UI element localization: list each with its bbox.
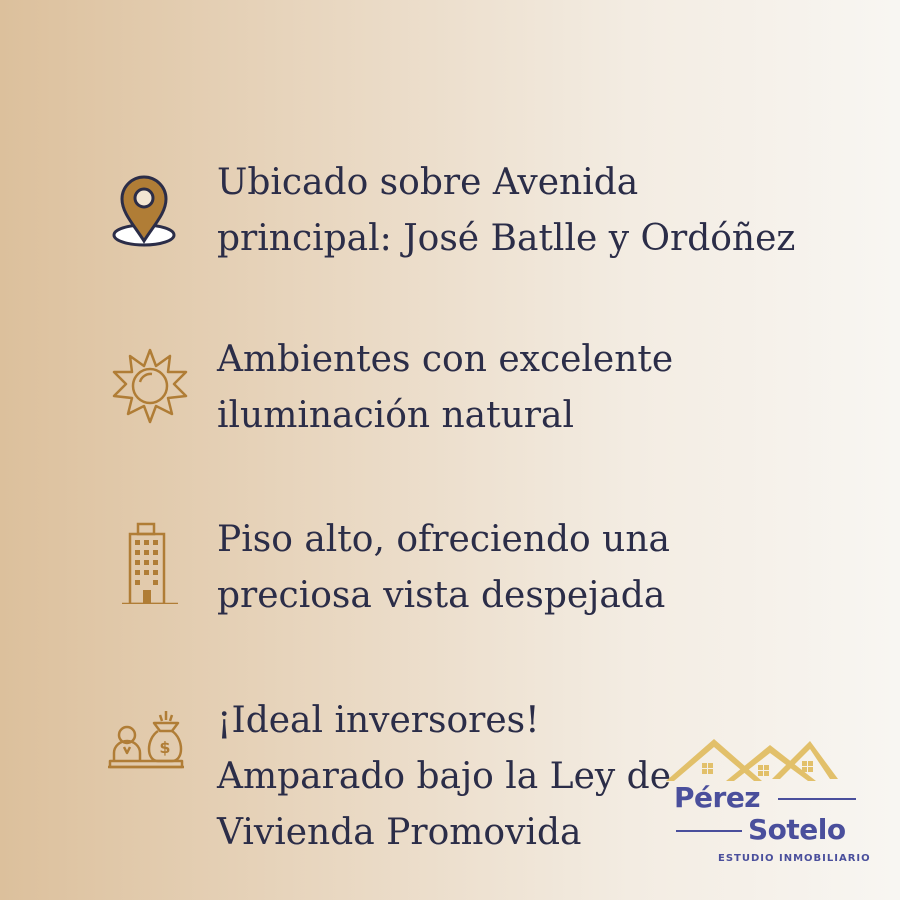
feature-text xyxy=(217,332,837,444)
building-icon xyxy=(108,520,192,604)
feature-text xyxy=(217,155,837,267)
feature-line: Piso alto, ofreciendo una xyxy=(217,519,671,560)
feature-line: Vivienda Promovida xyxy=(217,812,582,853)
feature-text xyxy=(217,512,837,624)
investor-money-bag-icon xyxy=(108,701,192,785)
logo-name-line1: Pérez xyxy=(674,781,761,814)
logo-name-line2: Sotelo xyxy=(748,813,846,846)
feature-line: Amparado bajo la Ley de xyxy=(217,756,672,797)
sun-icon xyxy=(108,344,192,428)
svg-text:$: $ xyxy=(159,738,171,757)
feature-line: Ambientes con excelente xyxy=(217,339,674,380)
feature-line: principal: José Batlle y Ordóñez xyxy=(217,218,796,259)
location-pin-icon xyxy=(108,169,192,253)
feature-line: preciosa vista despejada xyxy=(217,575,666,616)
logo-tagline: ESTUDIO INMOBILIARIO xyxy=(718,853,871,864)
feature-line: Ubicado sobre Avenida xyxy=(217,162,639,203)
feature-line: iluminación natural xyxy=(217,395,574,436)
feature-line: ¡Ideal inversores! xyxy=(217,700,540,741)
company-logo xyxy=(662,735,872,875)
